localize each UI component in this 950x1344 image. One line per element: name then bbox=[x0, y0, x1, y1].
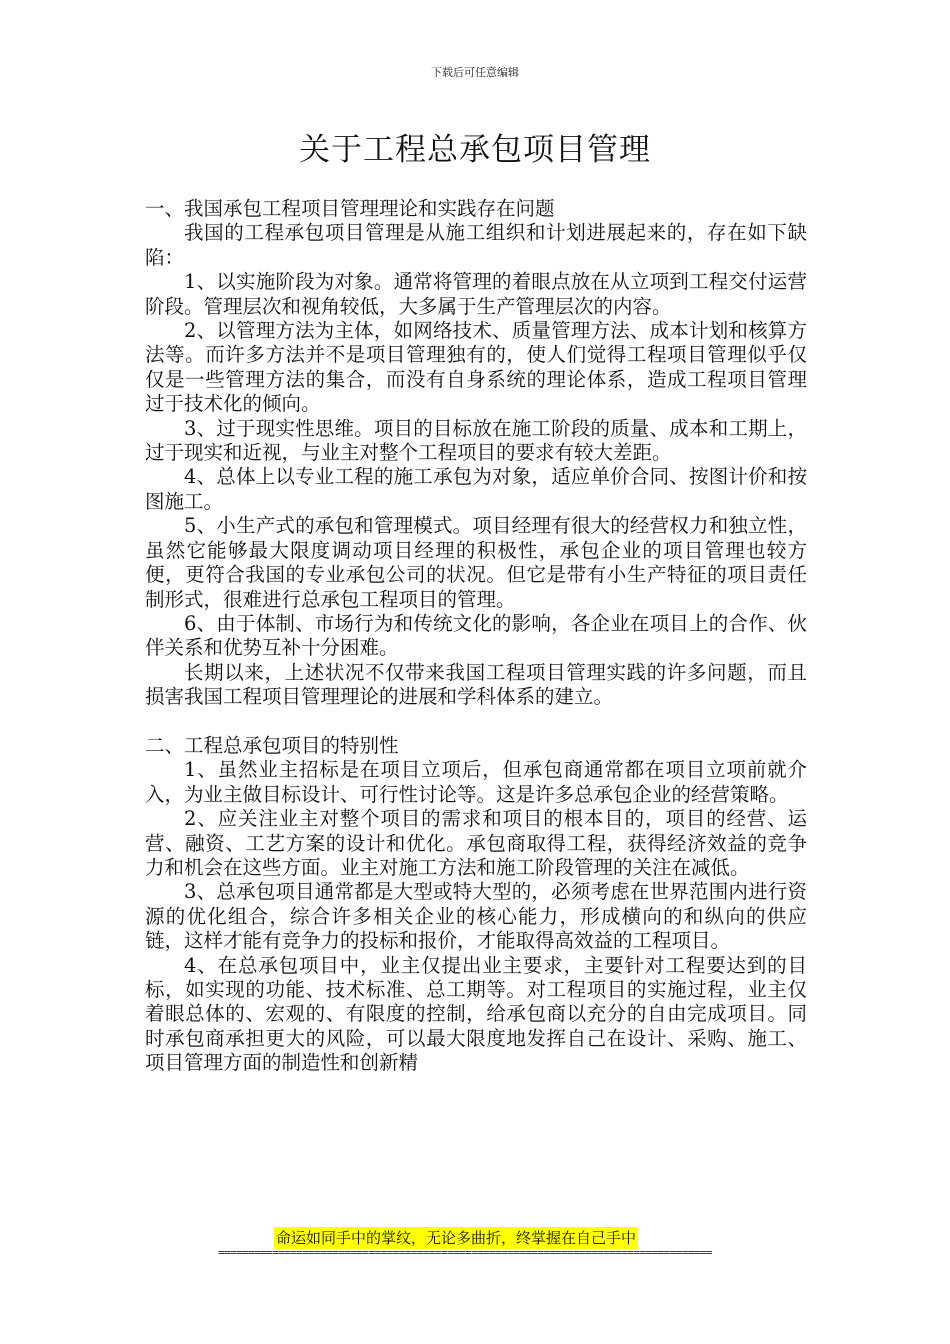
paragraph: 4、总体上以专业工程的施工承包为对象，适应单价合同、按图计价和按图施工。 bbox=[145, 465, 807, 513]
paragraph: 长期以来，上述状况不仅带来我国工程项目管理实践的许多问题，而且损害我国工程项目管理理论的进展和学科体系的建立。 bbox=[145, 660, 807, 709]
document-body bbox=[145, 197, 807, 1076]
paragraph: 5、小生产式的承包和管理模式。项目经理有很大的经营权力和独立性，虽然它能够最大限度调动项目经理的积极性，承包企业的项目管理也较方便，更符合我国的专业承包公司的状况。但它是带有小生产特征的项目责任制形式，很难进行总承包工程项目的管理。 bbox=[145, 514, 807, 611]
header-note: 下载后可任意编辑 bbox=[431, 66, 519, 79]
paragraph: 我国的工程承包项目管理是从施工组织和计划进展起来的，存在如下缺陷： bbox=[145, 221, 807, 269]
paragraph: 3、总承包项目通常都是大型或特大型的，必须考虑在世界范围内进行资源的优化组合，综合许多相关企业的核心能力，形成横向的和纵向的供应链，这样才能有竞争力的投标和报价，才能取得高效益的工程项目。 bbox=[145, 880, 807, 953]
paragraph: 3、过于现实性思维。项目的目标放在施工阶段的质量、成本和工期上，过于现实和近视，与业主对整个工程项目的要求有较大差距。 bbox=[145, 416, 807, 465]
document-title: 关于工程总承包项目管理 bbox=[299, 132, 651, 168]
footer-motto: 命运如同手中的掌纹，无论多曲折，终掌握在自己手中 bbox=[276, 1229, 637, 1247]
paragraph: 2、应关注业主对整个项目的需求和项目的根本目的，项目的经营、运营、融资、工艺方案的设计和优化。承包商取得工程，获得经济效益的竞争力和机会在这些方面。业主对施工方法和施工阶段管理的关注在减低。 bbox=[145, 807, 807, 879]
section-heading: 一、我国承包工程项目管理理论和实践存在问题 bbox=[145, 197, 555, 220]
section-heading: 二、工程总承包项目的特别性 bbox=[145, 733, 399, 757]
paragraph: 6、由于体制、市场行为和传统文化的影响，各企业在项目上的合作、伙伴关系和优势互补十分困难。 bbox=[145, 611, 807, 660]
paragraph-spacer bbox=[145, 710, 807, 734]
paragraph: 1、虽然业主招标是在项目立项后，但承包商通常都在项目立项前就介入，为业主做目标设计、可行性讨论等。这是许多总承包企业的经营策略。 bbox=[145, 758, 807, 806]
paragraph: 2、以管理方法为主体，如网络技术、质量管理方法、成本计划和核算方法等。而许多方法并不是项目管理独有的，使人们觉得工程项目管理似乎仅仅是一些管理方法的集合，而没有自身系统的理论体系，造成工程项目管理过于技术化的倾向。 bbox=[145, 319, 807, 416]
footer-divider: ================================================================================== bbox=[218, 1246, 712, 1259]
paragraph: 4、在总承包项目中，业主仅提出业主要求，主要针对工程要达到的目标，如实现的功能、技术标准、总工期等。对工程项目的实施过程，业主仅着眼总体的、宏观的、有限度的控制，给承包商以充分的自由完成项目。同时承包商承担更大的风险，可以最大限度地发挥自己在设计、采购、施工、项目管理方面的制造性和创新精 bbox=[145, 953, 807, 1075]
paragraph: 1、以实施阶段为对象。通常将管理的着眼点放在从立项到工程交付运营阶段。管理层次和视角较低，大多属于生产管理层次的内容。 bbox=[145, 270, 807, 318]
